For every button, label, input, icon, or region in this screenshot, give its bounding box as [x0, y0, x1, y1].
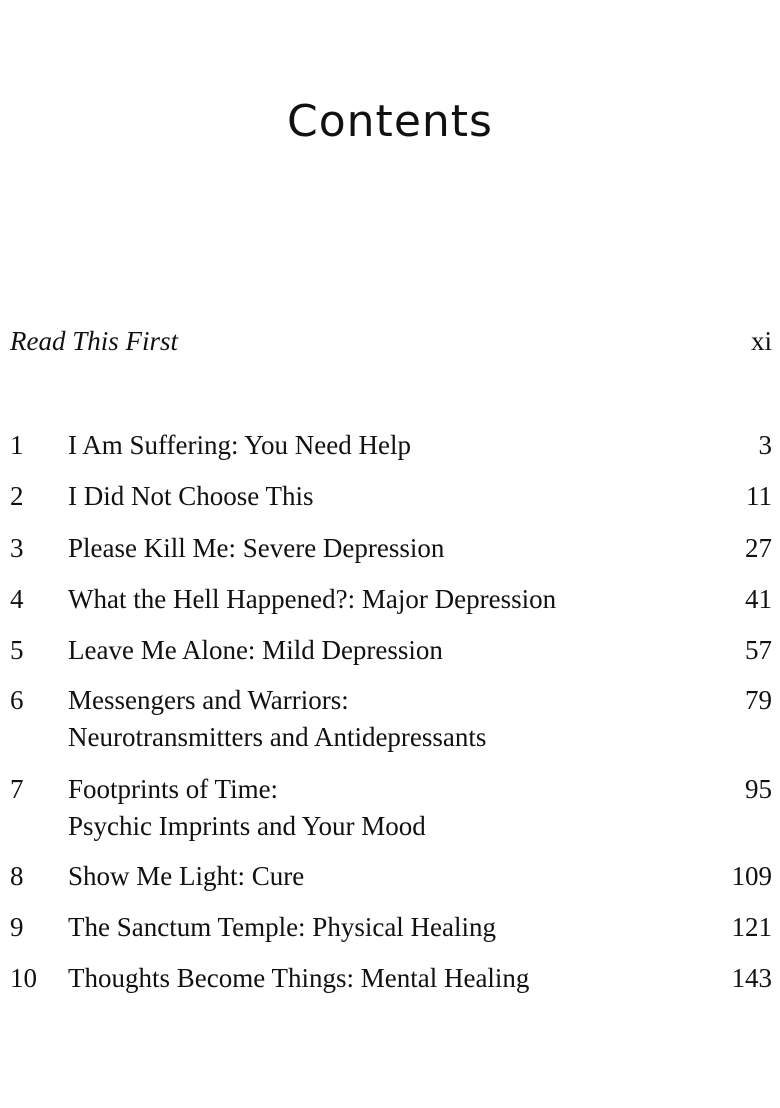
chapter-page: 3 [758, 430, 772, 460]
chapter-title-line: I Am Suffering: You Need Help [68, 430, 411, 460]
chapter-title [68, 632, 443, 669]
chapter-page: 27 [745, 533, 772, 563]
chapter-number: 5 [10, 635, 24, 665]
chapter-title-line: Psychic Imprints and Your Mood [68, 811, 426, 841]
chapter-title-line: Neurotransmitters and Antidepressants [68, 722, 487, 752]
chapter-title-line: Show Me Light: Cure [68, 861, 305, 891]
chapter-title-line: Please Kill Me: Severe Depression [68, 533, 445, 563]
chapter-number: 10 [10, 963, 37, 993]
chapter-title [68, 478, 314, 515]
chapter-page: 143 [731, 963, 772, 993]
chapter-title-line: Thoughts Become Things: Mental Healing [68, 963, 530, 993]
chapter-page: 11 [746, 481, 772, 511]
chapter-title [68, 771, 426, 845]
chapter-number: 1 [10, 430, 24, 460]
toc-entry-read-this-first [10, 326, 772, 362]
chapter-number: 9 [10, 912, 24, 942]
chapter-title [68, 581, 556, 618]
chapter-page: 79 [745, 685, 772, 715]
chapter-title-line: What the Hell Happened?: Major Depression [68, 584, 557, 614]
chapter-title [68, 530, 444, 567]
chapter-title [68, 909, 496, 946]
chapter-title [68, 427, 411, 464]
chapter-page: 121 [731, 912, 772, 942]
chapter-number: 4 [10, 584, 24, 614]
entry-title: Read This First [10, 326, 179, 356]
chapter-number: 3 [10, 533, 24, 563]
chapter-page: 95 [745, 774, 772, 804]
chapter-page: 109 [731, 861, 772, 891]
chapter-page: 41 [745, 584, 772, 614]
entry-page: xi [750, 326, 772, 356]
chapter-title-line: I Did Not Choose This [68, 481, 314, 511]
chapter-title [68, 858, 304, 895]
page-title: Contents [287, 96, 493, 147]
chapter-number: 2 [10, 481, 24, 511]
chapter-title [68, 682, 486, 756]
chapter-title-line: The Sanctum Temple: Physical Healing [68, 912, 497, 942]
chapter-number: 7 [10, 774, 24, 804]
chapter-title-line: Footprints of Time: [68, 774, 279, 804]
chapter-title-line: Messengers and Warriors: [68, 685, 349, 715]
chapter-page: 57 [745, 635, 772, 665]
chapter-title-line: Leave Me Alone: Mild Depression [68, 635, 443, 665]
chapter-number: 8 [10, 861, 24, 891]
chapter-title [68, 960, 529, 997]
chapter-number: 6 [10, 685, 24, 715]
